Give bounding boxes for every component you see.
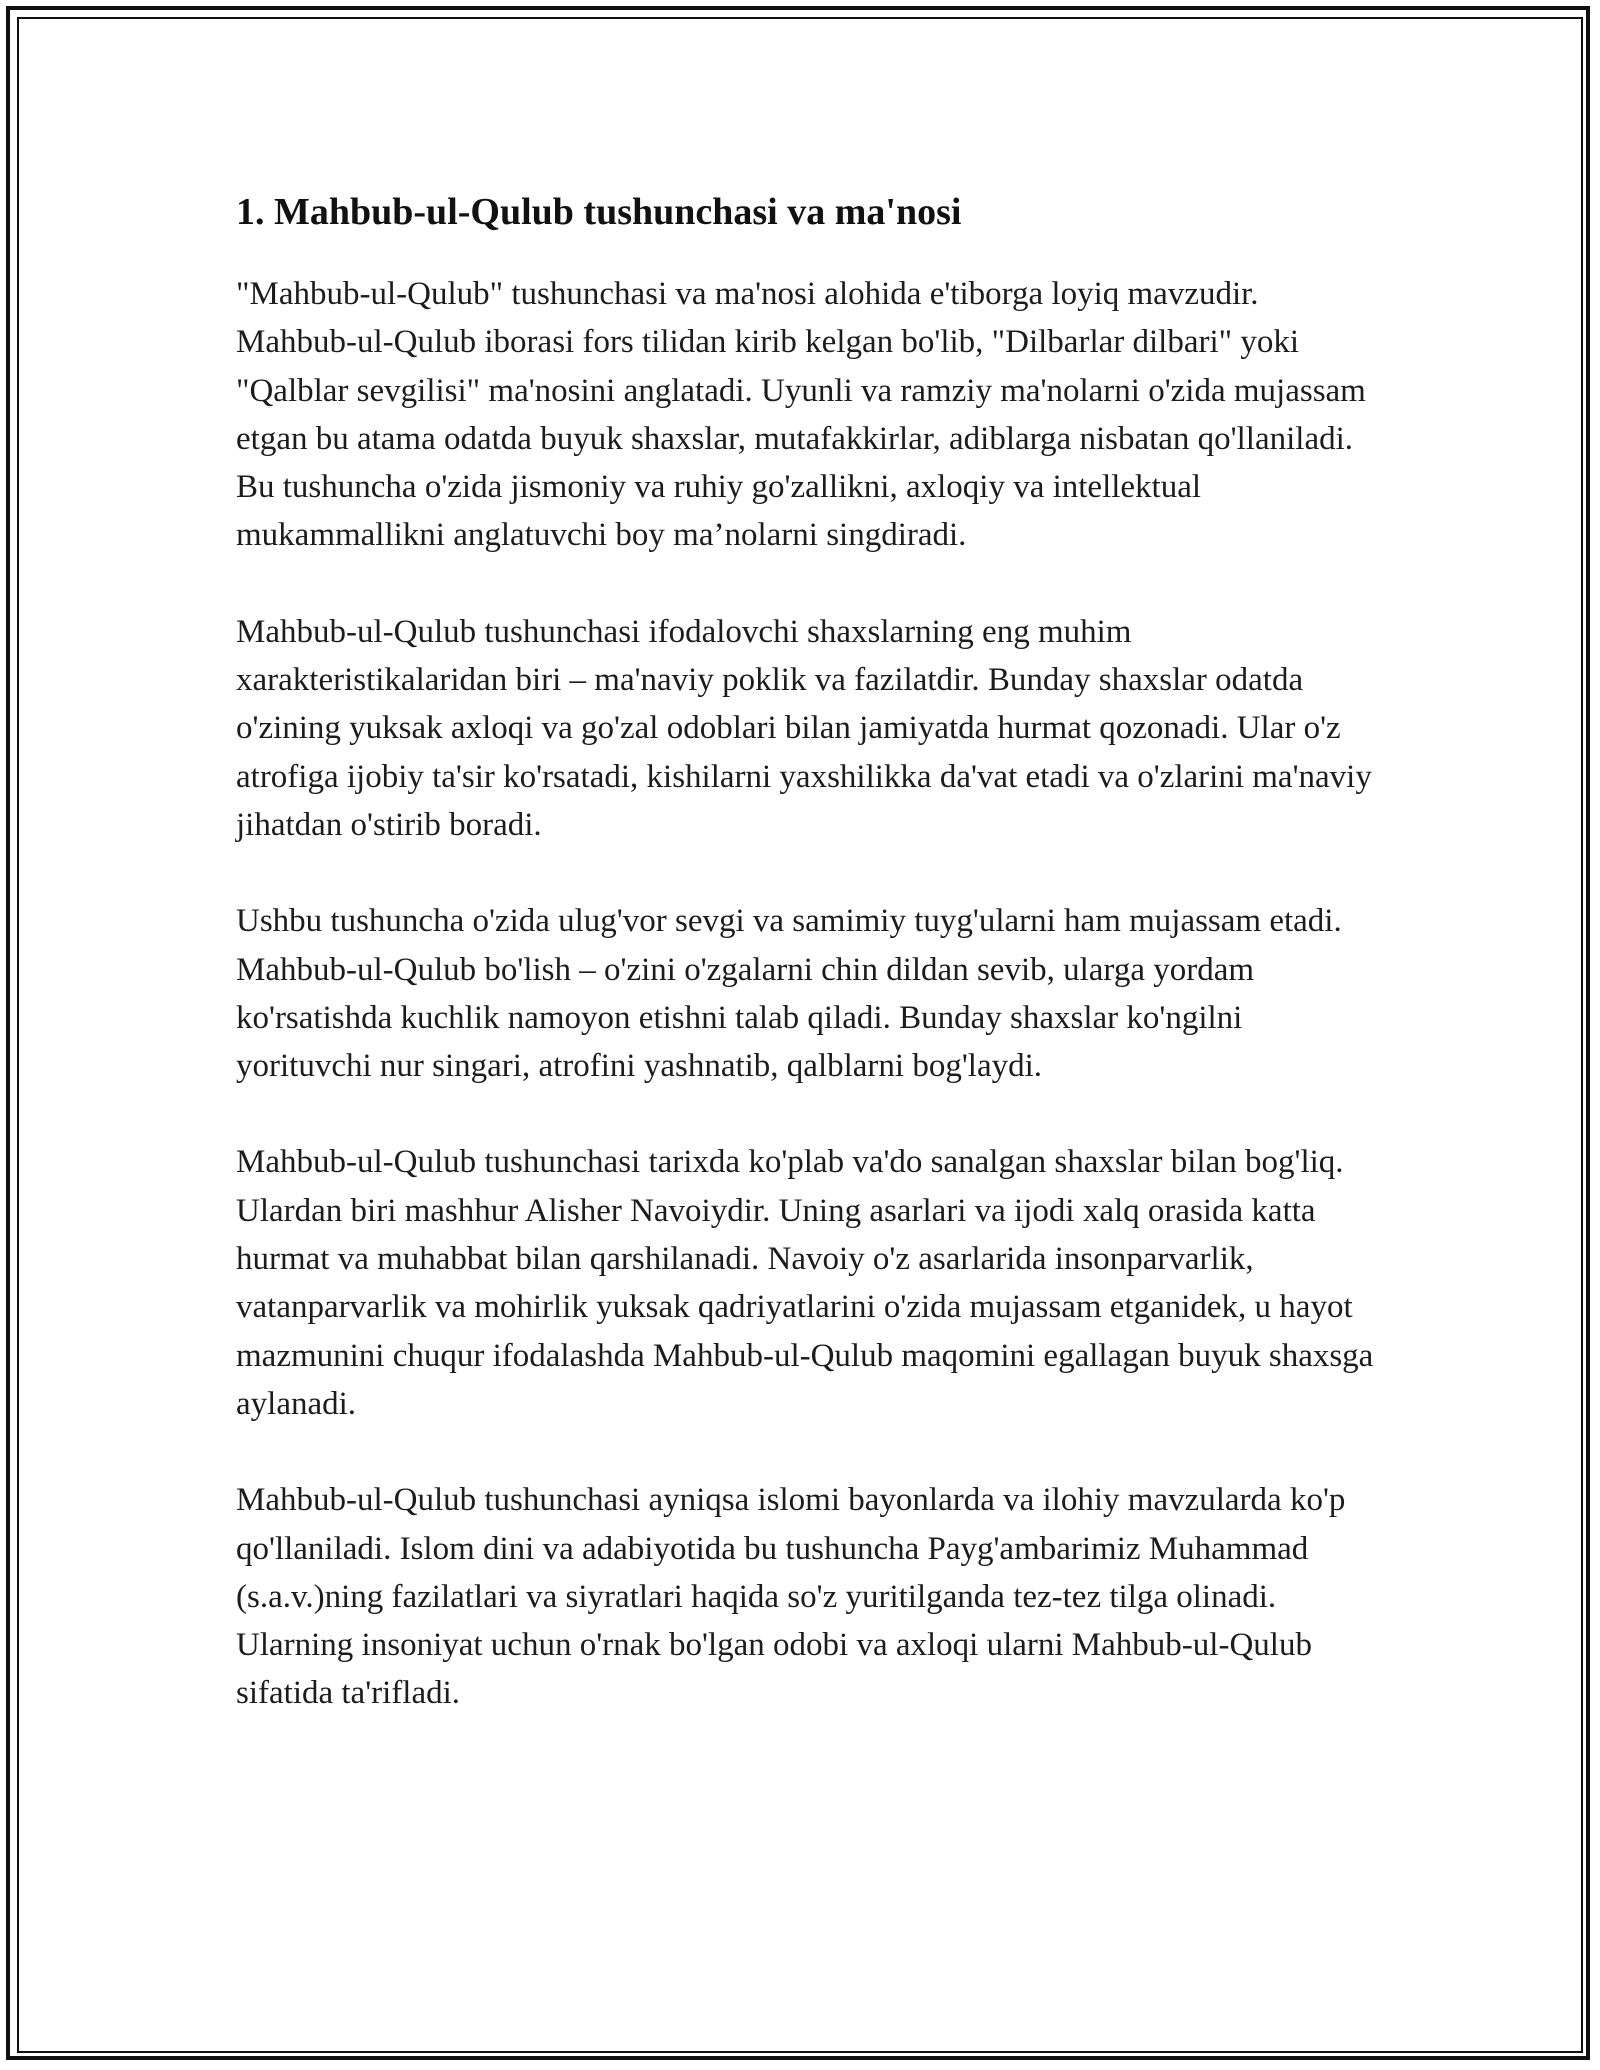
paragraph-5: Mahbub-ul-Qulub tushunchasi ayniqsa islomi bayonlarda va ilohiy mavzularda ko'p qo'llaniladi. Islom dini va adabiyotida bu tushuncha Payg'ambarimiz Muhammad (s.a.v.)ning fazilatlari va siyratlari haqida so'z yuritilganda tez-tez tilga olinadi. Ularning insoniyat uchun o'rnak bo'lgan odobi va axloqi ularni Mahbub-ul-Qulub sifatida ta'rifladi. (236, 1482, 1346, 1712)
section-heading: 1. Mahbub-ul-Qulub tushunchasi va ma'nosi (236, 191, 962, 233)
document-body (236, 188, 1376, 1766)
paragraph-3: Ushbu tushuncha o'zida ulug'vor sevgi va samimiy tuyg'ularni ham mujassam etadi. Mahbub-ul-Qulub bo'lish – o'zini o'zgalarni chin dildan sevib, ularga yordam ko'rsatishda kuchlik namoyon etishni talab qiladi. Bunday shaxslar ko'ngilni yorituvchi nur singari, atrofini yashnatib, qalblarni bog'laydi. (236, 903, 1342, 1085)
paragraph-4: Mahbub-ul-Qulub tushunchasi tarixda ko'plab va'do sanalgan shaxslar bilan bog'liq. Ulardan biri mashhur Alisher Navoiydir. Uning asarlari va ijodi xalq orasida katta hurmat va muhabbat bilan qarshilanadi. Navoiy o'z asarlarida insonparvarlik, vatanparvarlik va mohirlik yuksak qadriyatlarini o'zida mujassam etganidek, u hayot mazmunini chuqur ifodalashda Mahbub-ul-Qulub maqomini egallagan buyuk shaxsga aylanadi. (236, 1144, 1374, 1422)
paragraph-2: Mahbub-ul-Qulub tushunchasi ifodalovchi shaxslarning eng muhim xarakteristikalaridan biri – ma'naviy poklik va fazilatdir. Bunday shaxslar odatda o'zining yuksak axloqi va go'zal odoblari bilan jamiyatda hurmat qozonadi. Ular o'z atrofiga ijobiy ta'sir ko'rsatadi, kishilarni yaxshilikka da'vat etadi va o'zlarini ma'naviy jihatdan o'stirib boradi. (236, 613, 1372, 843)
paragraph-1: "Mahbub-ul-Qulub" tushunchasi va ma'nosi alohida e'tiborga loyiq mavzudir. Mahbub-ul-Qulub iborasi fors tilidan kirib kelgan bo'lib, "Dilbarlar dilbari" yoki "Qalblar sevgilisi" ma'nosini anglatadi. Uyunli va ramziy ma'nolarni o'zida mujassam etgan bu atama odatda buyuk shaxslar, mutafakkirlar, adiblarga nisbatan qo'llaniladi. Bu tushuncha o'zida jismoniy va ruhiy go'zallikni, axloqiy va intellektual mukammallikni anglatuvchi boy ma’nolarni singdiradi. (236, 276, 1366, 554)
